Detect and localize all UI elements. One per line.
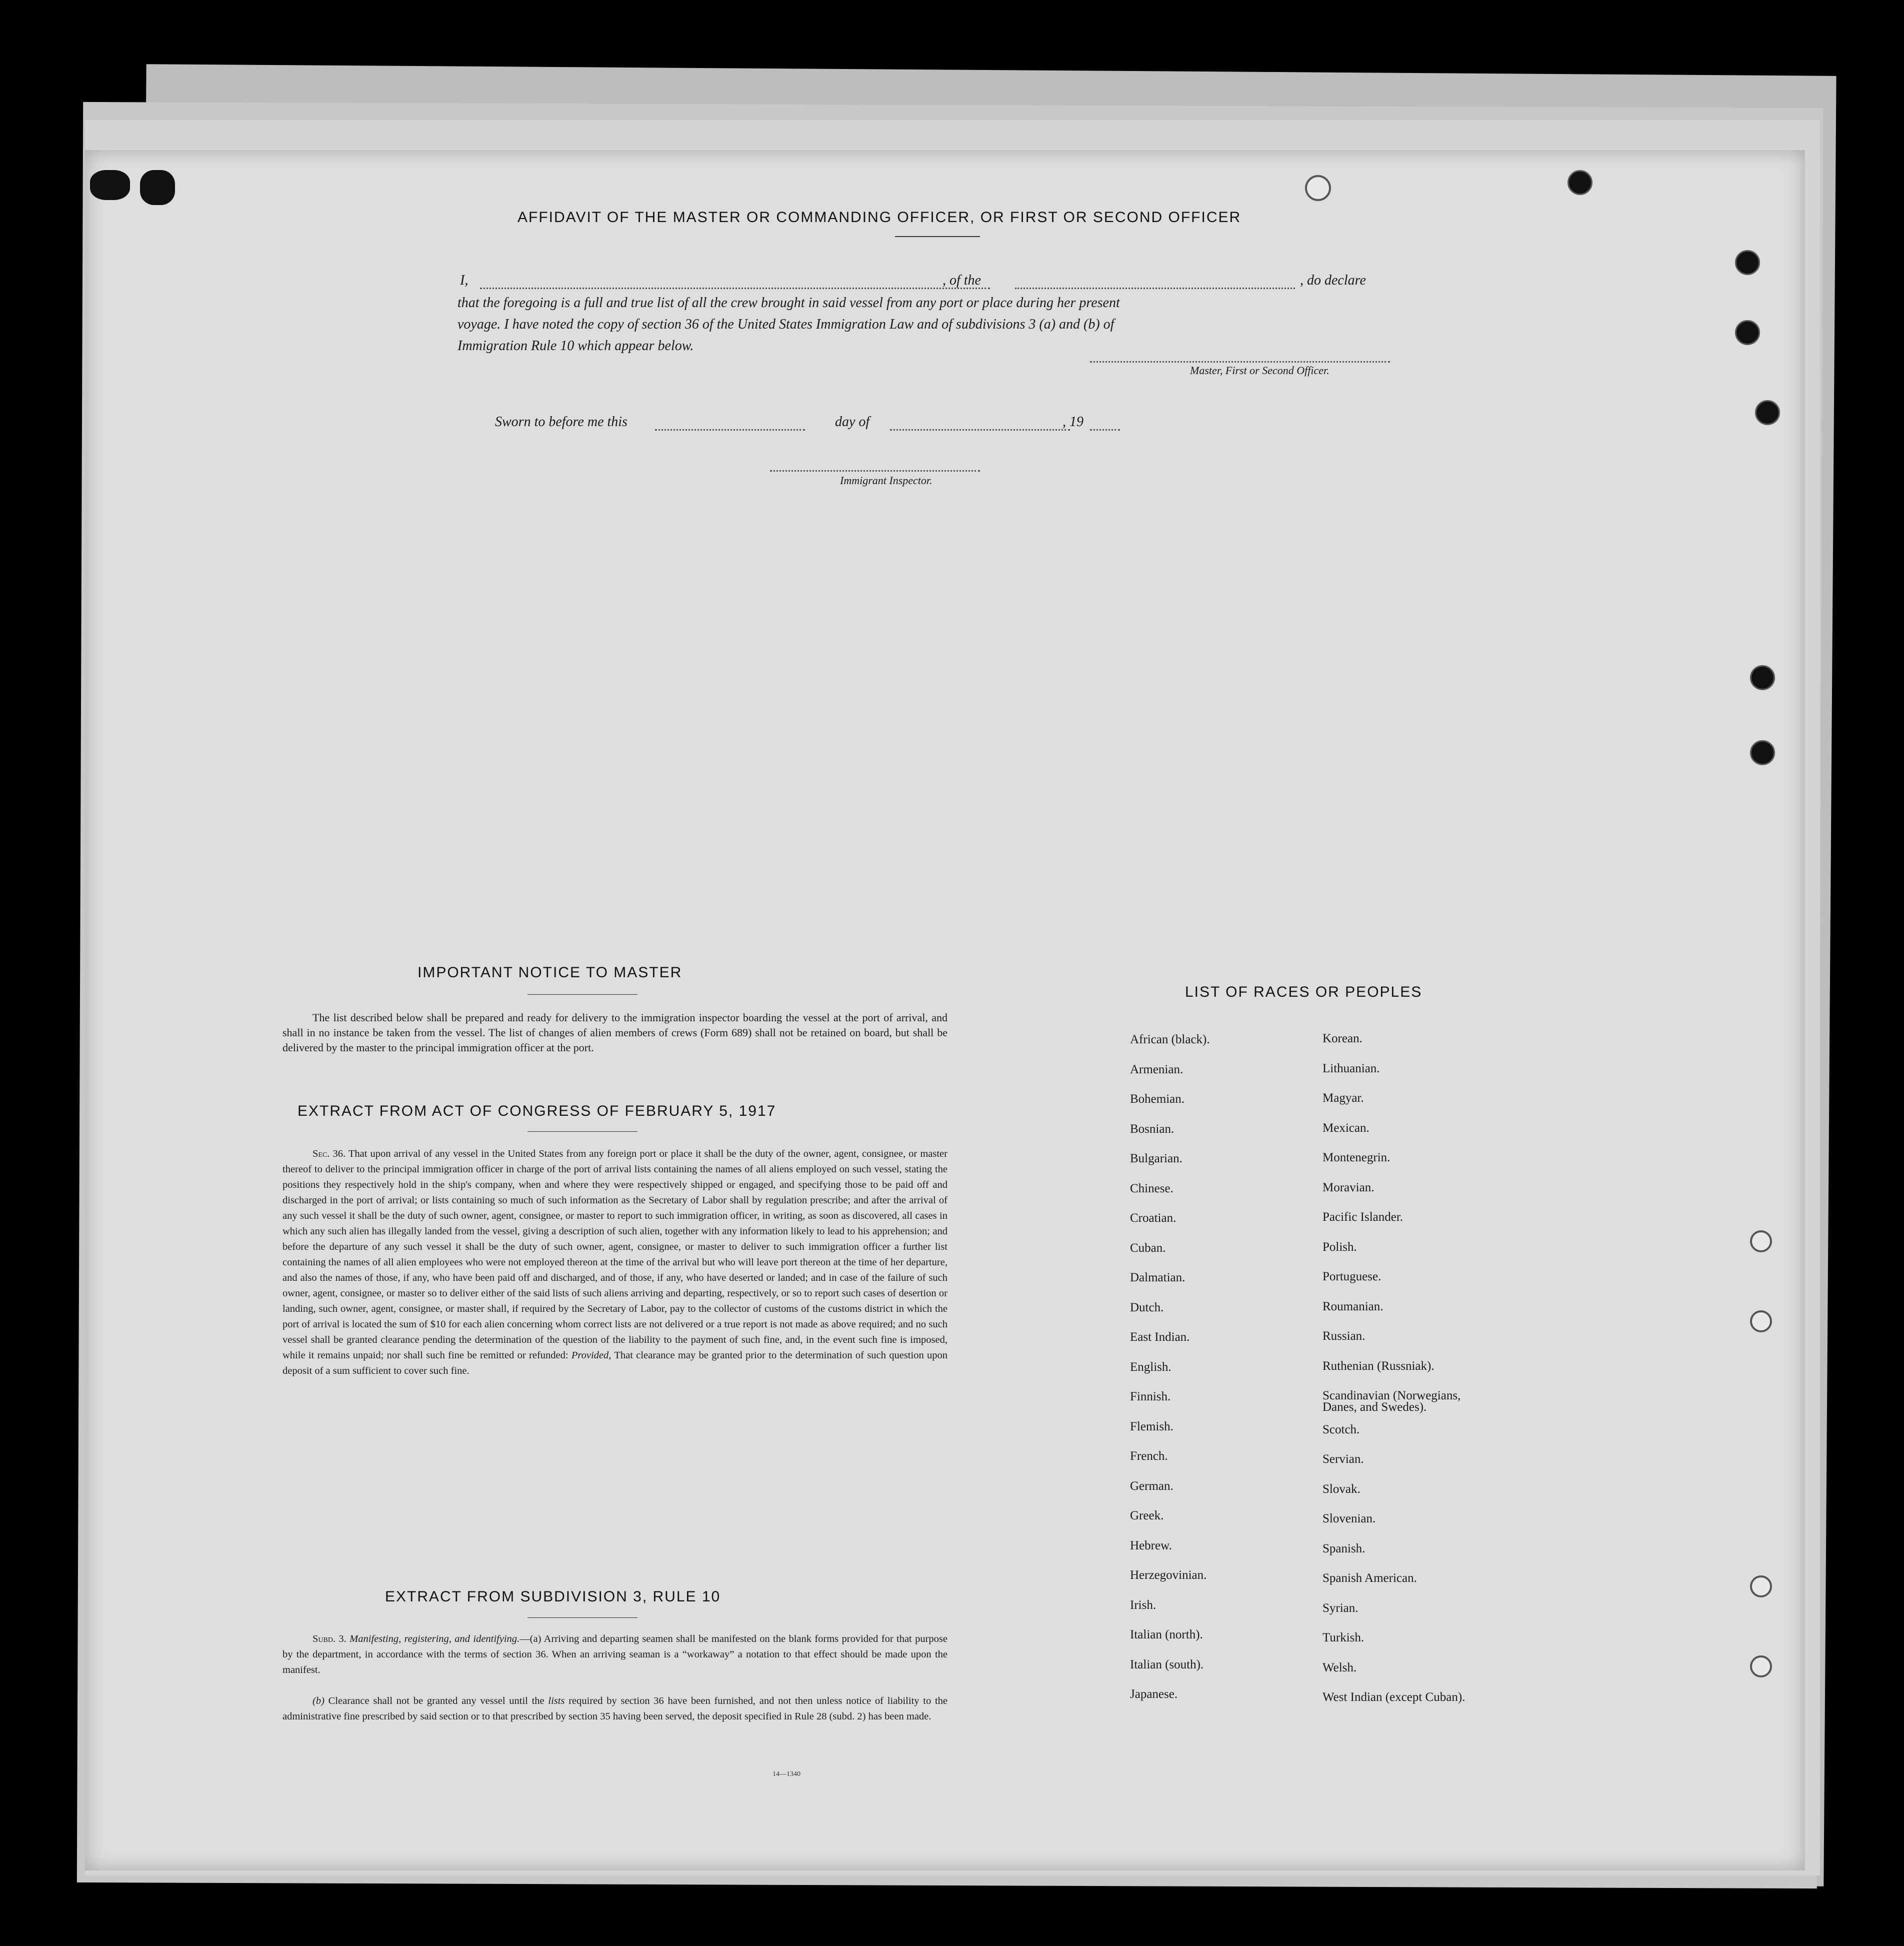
rule-b-text2: required by section 36 have been furnished, and not then unless notice of liability to the administrative fine prescribed by said section or to that prescribed by section 35 having been served, the deposit specified in Rule 28 (subd. 2) has been made. <box>282 1695 948 1722</box>
race-item: East Indian. <box>1130 1330 1190 1344</box>
race-item-continuation: Danes, and Swedes). <box>1322 1400 1427 1414</box>
race-item: Moravian. <box>1322 1180 1374 1194</box>
affidavit-of-the: , of the <box>942 273 981 288</box>
race-item: Slovenian. <box>1322 1512 1376 1525</box>
notice-underline <box>528 994 638 995</box>
race-item: Lithuanian. <box>1322 1061 1380 1075</box>
race-item: Croatian. <box>1130 1211 1176 1225</box>
race-item: German. <box>1130 1479 1174 1493</box>
race-item: Polish. <box>1322 1240 1357 1254</box>
race-item: Herzegovinian. <box>1130 1568 1207 1582</box>
race-item: African (black). <box>1130 1033 1210 1046</box>
rule-underline <box>528 1617 638 1618</box>
race-item: Pacific Islander. <box>1322 1210 1404 1224</box>
act-provided-label: Provided, <box>571 1350 612 1361</box>
signature-label: Master, First or Second Officer. <box>1190 364 1330 377</box>
race-item: Scotch. <box>1322 1422 1360 1436</box>
affidavit-i: I, <box>460 273 468 288</box>
race-item: Montenegrin. <box>1322 1151 1390 1164</box>
sworn-year: , 19 <box>1062 414 1084 430</box>
race-item: Servian. <box>1322 1452 1364 1466</box>
race-item: Armenian. <box>1130 1062 1184 1076</box>
binder-hole <box>1735 320 1760 345</box>
race-item: Portuguese. <box>1322 1270 1382 1283</box>
vessel-blank <box>1015 288 1295 289</box>
affidavit-declare: , do declare <box>1300 273 1366 288</box>
form-number: 14—1340 <box>772 1770 800 1778</box>
race-item: Welsh. <box>1322 1660 1357 1674</box>
race-item: Finnish. <box>1130 1390 1171 1403</box>
binder-hole <box>1750 1310 1772 1332</box>
race-item: Ruthenian (Russniak). <box>1322 1359 1434 1373</box>
affidavit-line-3: voyage. I have noted the copy of section 36 of the United States Immigration Law and of subdivisions 3 (a) and (b) of <box>458 317 1114 332</box>
binder-hole <box>1750 1230 1772 1252</box>
races-title: LIST OF RACES OR PEOPLES <box>1185 984 1422 1000</box>
race-item: Italian (north). <box>1130 1628 1203 1641</box>
race-item: Spanish American. <box>1322 1571 1417 1585</box>
binder-hole <box>1568 170 1592 195</box>
race-item: Italian (south). <box>1130 1657 1204 1671</box>
inspector-label: Immigrant Inspector. <box>840 474 932 487</box>
document-sheet <box>85 150 1805 1870</box>
rule-b-label: (b) <box>312 1695 324 1706</box>
race-item: Flemish. <box>1130 1419 1174 1433</box>
race-item: Slovak. <box>1322 1482 1360 1496</box>
act-title: EXTRACT FROM ACT OF CONGRESS OF FEBRUARY 5, 1917 <box>298 1103 776 1119</box>
ink-stamp-mark <box>140 170 175 205</box>
rule-title: EXTRACT FROM SUBDIVISION 3, RULE 10 <box>385 1588 721 1605</box>
race-item: Korean. <box>1322 1032 1362 1045</box>
affidavit-line-2: that the foregoing is a full and true list of all the crew brought in said vessel from any port or place during her present <box>458 295 1120 311</box>
race-item: Cuban. <box>1130 1241 1166 1255</box>
sworn-day-of: day of <box>835 414 870 430</box>
rule-subd-a-text: —(a) Arriving and departing seamen shall be manifested on the blank forms provided for that purpose by the department, in accordance with the terms of section 36. When an arriving seaman is a “workaway” a notation to that effect should be made upon the manifest. <box>282 1633 948 1675</box>
year-blank <box>1090 429 1120 431</box>
race-item: Bohemian. <box>1130 1092 1185 1106</box>
rule-b-lists: lists <box>548 1695 565 1706</box>
race-item: Mexican. <box>1322 1121 1370 1135</box>
race-item: English. <box>1130 1360 1172 1374</box>
race-item: Magyar. <box>1322 1091 1364 1105</box>
inspector-blank <box>770 470 980 472</box>
ink-stamp-mark <box>90 170 130 200</box>
act-body: That upon arrival of any vessel in the United States from any foreign port or place it shall be the duty of the owner, agent, consignee, or master thereof to deliver to the principal immigration officer in charge of the port of arrival lists containing the names of all aliens employed on such vessel, stating the positions they respectively hold in the ship's company, when and where they were respectively shipped or engaged, and specifying those to be paid off and discharged in the port of arrival; or lists containing so much of such information as the Secretary of Labor shall by regulation prescribe; and after the arrival of any such vessel it shall be the duty of such owner, agent, consignee, or master to report to such immigration officer, in writing, as soon as discovered, all cases in which any such alien has illegally landed from the vessel, giving a description of such alien, together with any information likely to lead to his apprehension; and before the departure of any such vessel it shall be the duty of such owner, agent, consignee, or master to deliver to such immigration officer a further list containing the names of all alien employees who were not employed thereon at the time of the arrival but who will leave port thereon at the time of her departure, and also the names of those, if any, who have been paid off and discharged, and of those, if any, who have deserted or landed; and in case of the failure of such owner, agent, consignee, or master so to deliver either of the said lists of such aliens arriving and departing, respectively, or so to report such cases of desertion or landing, such owner, agent, consignee, or master shall, if required by the Secretary of Labor, pay to the collector of customs of the customs district in which the port of arrival is located the sum of $10 for each alien concerning whom correct lists are not delivered or a true report is not made as above required; and no such vessel shall be granted clearance pending the determination of the question of the liability to the payment of such fine, and, in the event such fine is imposed, while it remains unpaid; nor shall such fine be remitted or refunded: <box>282 1148 948 1361</box>
binder-hole <box>1305 175 1331 201</box>
race-item: Japanese. <box>1130 1687 1178 1701</box>
binder-hole <box>1735 250 1760 275</box>
race-item: Greek. <box>1130 1509 1164 1522</box>
sworn-prefix: Sworn to before me this <box>495 414 628 430</box>
binder-hole <box>1750 1655 1772 1677</box>
act-section-label: Sec. 36. <box>312 1148 346 1159</box>
affidavit-title: AFFIDAVIT OF THE MASTER OR COMMANDING OFFICER, OR FIRST OR SECOND OFFICER <box>518 209 1242 226</box>
race-item: Bosnian. <box>1130 1122 1174 1136</box>
race-item: Scandinavian (Norwegians, <box>1322 1389 1461 1402</box>
rule-subd-a <box>282 1631 948 1678</box>
notice-title: IMPORTANT NOTICE TO MASTER <box>418 964 682 981</box>
binder-hole <box>1755 400 1780 425</box>
binder-hole <box>1750 740 1775 765</box>
affidavit-line-4: Immigration Rule 10 which appear below. <box>458 338 694 354</box>
rule-subd-label: Subd. 3. <box>312 1633 346 1644</box>
act-text <box>282 1146 948 1379</box>
day-blank <box>655 429 805 431</box>
month-blank <box>890 429 1070 431</box>
race-item: Russian. <box>1322 1329 1366 1343</box>
race-item: Turkish. <box>1322 1631 1364 1644</box>
race-item: Hebrew. <box>1130 1538 1172 1552</box>
rule-subd-heading: Manifesting, registering, and identifying. <box>350 1633 520 1644</box>
race-item: Irish. <box>1130 1598 1156 1612</box>
race-item: Dalmatian. <box>1130 1271 1186 1284</box>
binder-hole <box>1750 665 1775 690</box>
name-blank <box>480 288 990 289</box>
race-item: Spanish. <box>1322 1541 1366 1555</box>
race-item: Syrian. <box>1322 1601 1358 1615</box>
race-item: Roumanian. <box>1322 1299 1384 1313</box>
race-item: Chinese. <box>1130 1181 1174 1195</box>
race-item: French. <box>1130 1449 1168 1463</box>
act-provided-text: That clearance may be granted prior to the determination of such question upon deposit of a sum sufficient to cover such fine. <box>282 1350 948 1376</box>
rule-b-text1: Clearance shall not be granted any vessel until the <box>328 1695 544 1706</box>
act-underline <box>528 1131 638 1132</box>
race-item: Bulgarian. <box>1130 1152 1182 1165</box>
notice-text: The list described below shall be prepared and ready for delivery to the immigration inspector boarding the vessel at the port of arrival, and shall in no instance be taken from the vessel. The list of changes of alien members of crews (Form 689) shall not be retained on board, but shall be delivered by the master to the principal immigration officer at the port. <box>282 1011 948 1054</box>
binder-hole <box>1750 1575 1772 1597</box>
rule-subd-b <box>282 1693 948 1724</box>
signature-blank <box>1090 361 1390 363</box>
race-item: Dutch. <box>1130 1300 1164 1314</box>
race-item: West Indian (except Cuban). <box>1322 1690 1466 1704</box>
title-underline <box>895 236 980 237</box>
